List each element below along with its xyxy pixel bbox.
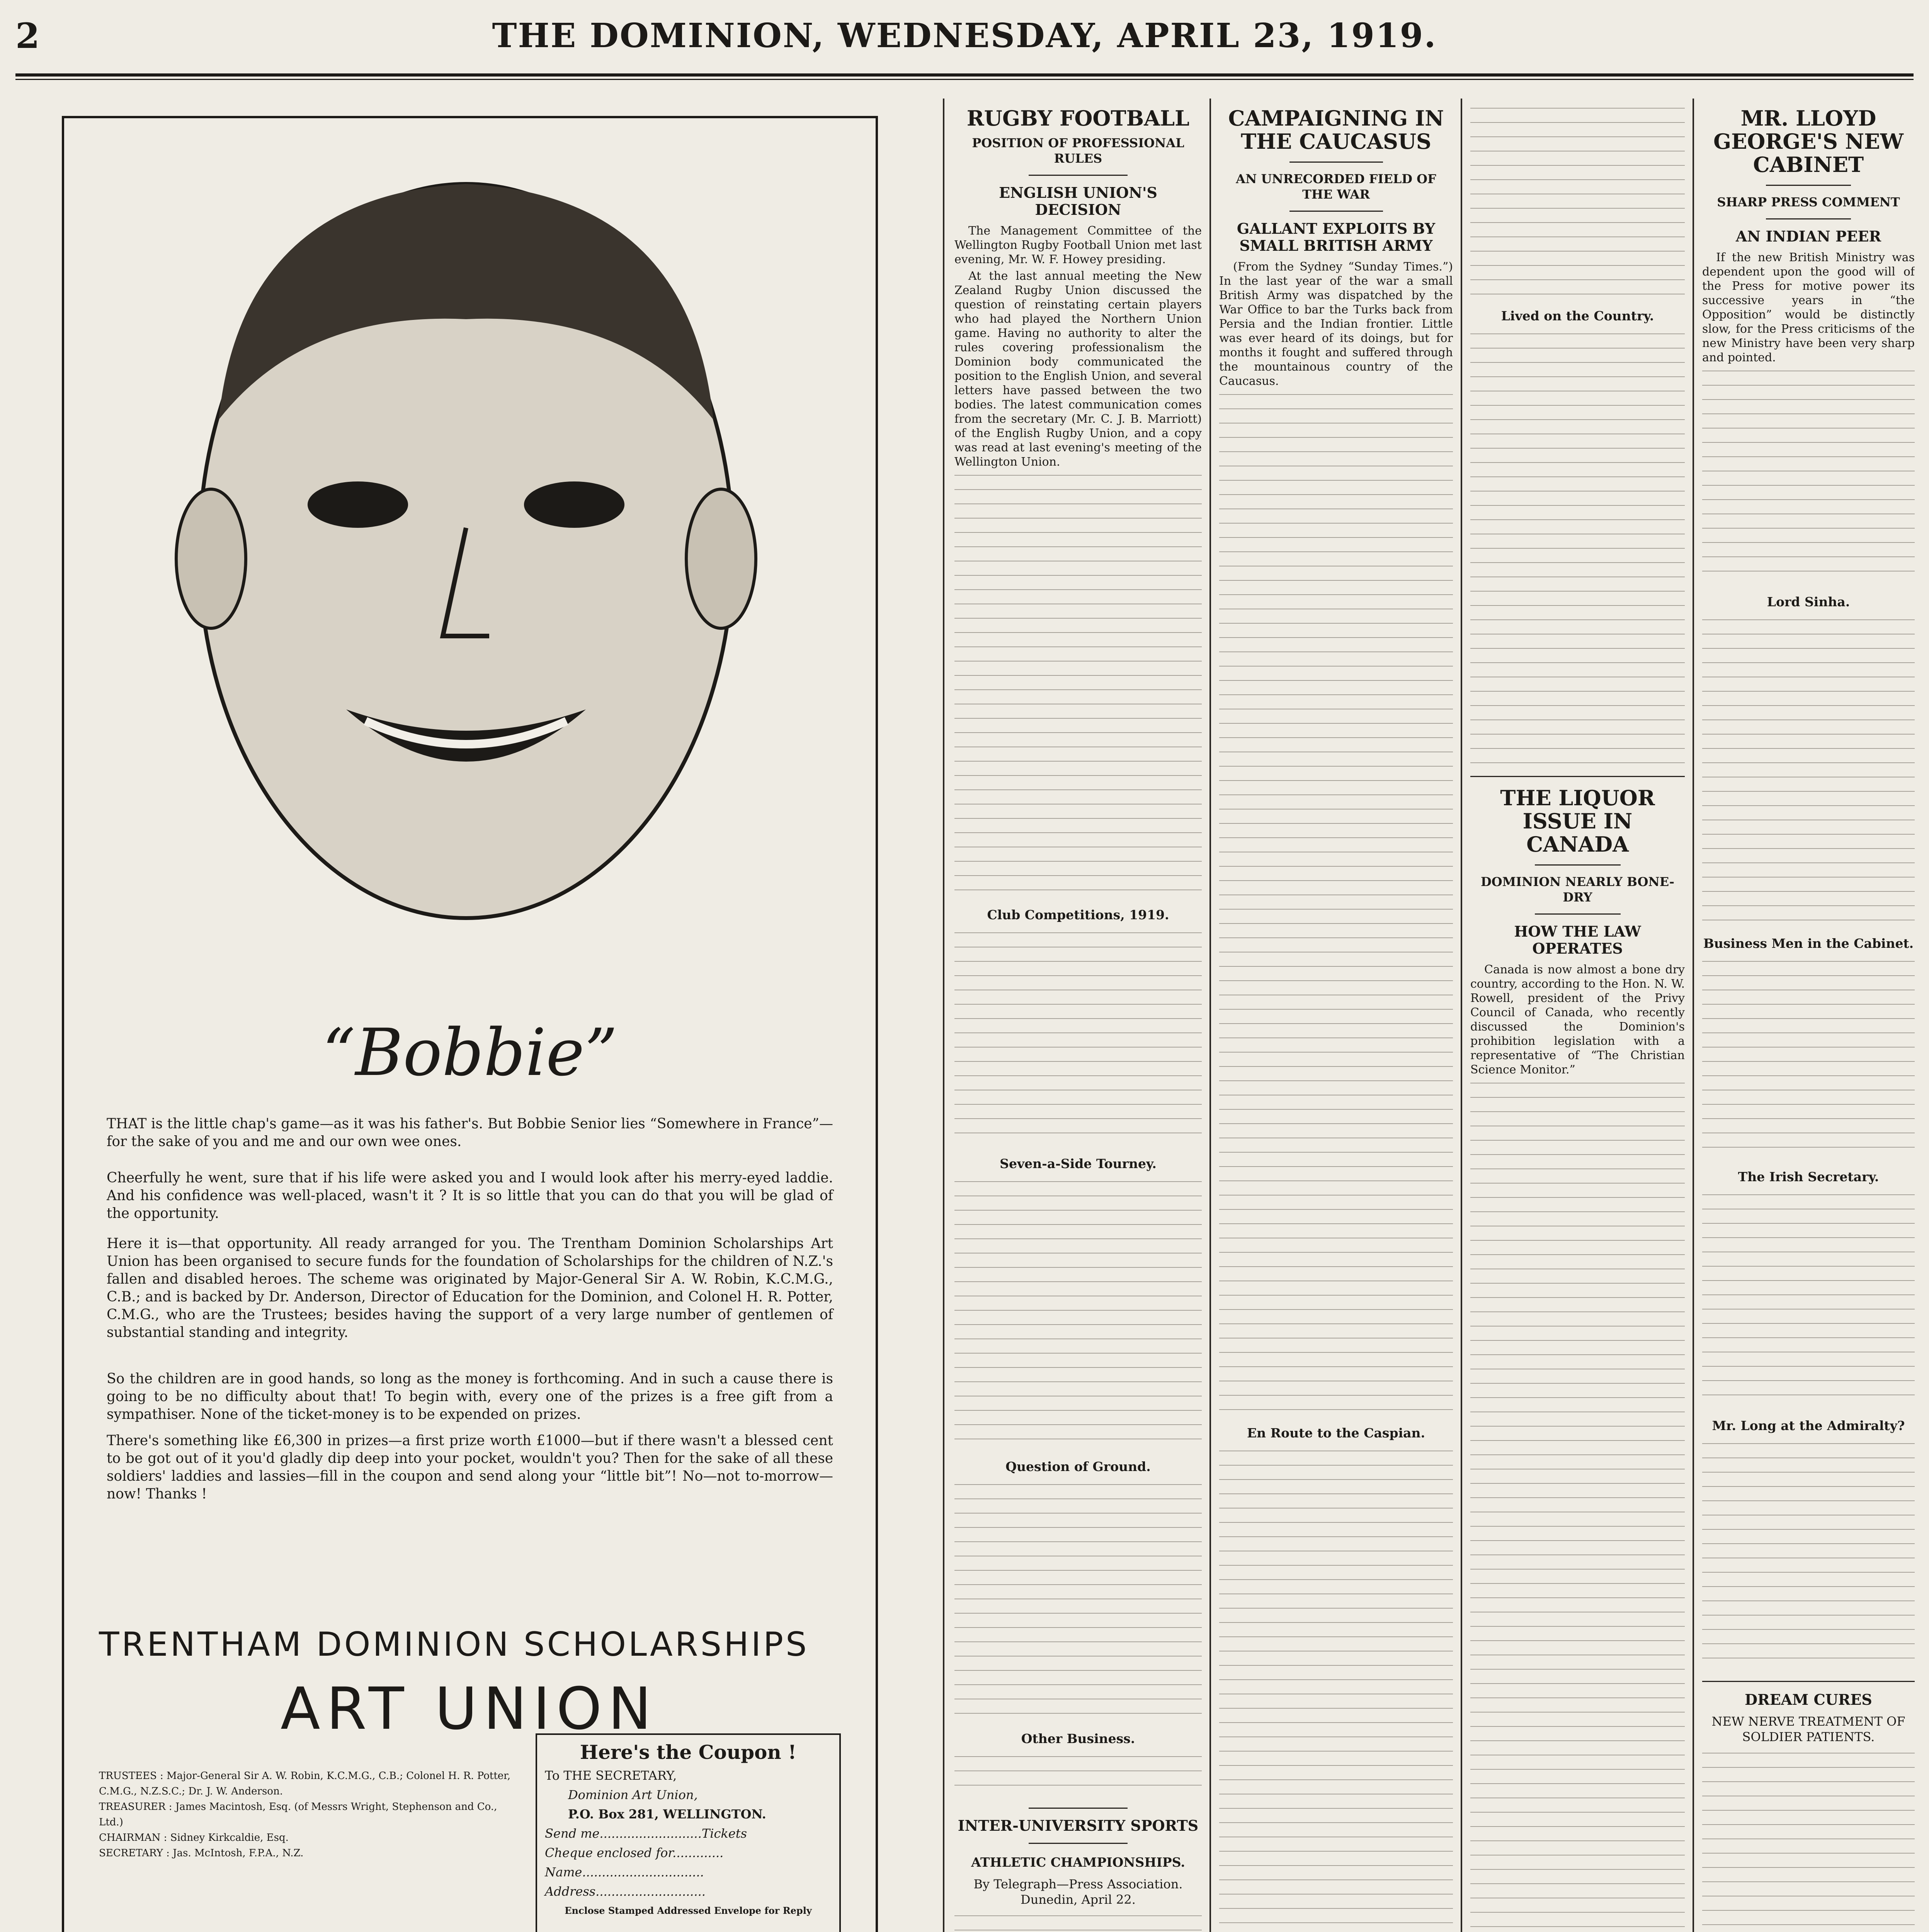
divider bbox=[1535, 864, 1621, 866]
rugby-subhead: ENGLISH UNION'S DECISION bbox=[999, 184, 1157, 218]
lord-sinha: Lord Sinha. bbox=[1767, 594, 1850, 609]
coupon-form[interactable] bbox=[536, 1733, 841, 1932]
mr-long-admiralty: Mr. Long at the Admiralty? bbox=[1712, 1418, 1905, 1433]
masthead-rule bbox=[15, 73, 1914, 77]
divider bbox=[1766, 185, 1851, 186]
art-union-heading: ART UNION bbox=[281, 1675, 658, 1743]
ad-paragraph: Here it is—that opportunity. All ready arranged for you. The Trentham Dominion Scholarships Art Union has been organised to secure funds for the foundation of Scholarships for the children of N.Z.'s fallen and disabled heroes. The scheme was originated by Major-General Sir A. W. Robin, K.C.M.G., C.B.; and is backed by Dr. Anderson, Director of Education for the Dominion, and Colonel H. R. Potter, C.M.G., who are the Trustees; besides having the support of a very large number of gentlemen of substantial standing and integrity. bbox=[107, 1236, 833, 1340]
trustees: TRUSTEES : Major-General Sir A. W. Robin, K.C.M.G., C.B.; Colonel H. R. Potter, C.M.G., N.Z.S.C.; Dr. J. W. Anderson. bbox=[99, 1770, 511, 1797]
rugby-lead: The Management Committee of the Wellington Rugby Football Union met last evening, Mr. W. F. Howey presiding. bbox=[954, 224, 1202, 266]
column-divider bbox=[1461, 99, 1462, 1932]
ad-paragraph: Cheerfully he went, sure that if his life were asked you and I would look after his merry-eyed laddie. And his confidence was well-placed, wasn't it ? It is so little that you can do that you will be glad of the opportunity. bbox=[107, 1170, 833, 1221]
article-text-block bbox=[954, 471, 1202, 896]
article-text-block bbox=[1470, 1079, 1685, 1932]
divider bbox=[1766, 218, 1851, 219]
rugby-title: RUGBY FOOTBALL bbox=[966, 106, 1190, 131]
article-text-block bbox=[954, 1753, 1202, 1799]
liquor-subtitle: DOMINION NEARLY BONE-DRY bbox=[1480, 874, 1675, 905]
article-text-block bbox=[1470, 330, 1685, 767]
tickets-field[interactable]: Send me..........................Tickets bbox=[545, 1826, 747, 1841]
question-of-ground: Question of Ground. bbox=[1005, 1459, 1151, 1474]
coupon-to: To THE SECRETARY, bbox=[545, 1768, 677, 1783]
divider bbox=[1289, 162, 1383, 163]
column-divider bbox=[1209, 99, 1211, 1932]
article-text-block bbox=[1219, 391, 1453, 1415]
indian-peer: AN INDIAN PEER bbox=[1735, 228, 1881, 245]
athletic-championships: ATHLETIC CHAMPIONSHIPS. bbox=[971, 1855, 1185, 1870]
article-text-block bbox=[1702, 957, 1915, 1158]
liquor-title: THE LIQUOR ISSUE IN CANADA bbox=[1500, 786, 1655, 857]
caucasus-subtitle: AN UNRECORDED FIELD OF THE WAR bbox=[1236, 172, 1436, 202]
divider bbox=[1470, 776, 1685, 777]
divider bbox=[1535, 913, 1621, 915]
ad-paragraph: THAT is the little chap's game—as it was his father's. But Bobbie Senior lies “Somewhere in France”—for the sake of you and me and our own wee ones. bbox=[107, 1116, 833, 1150]
club-competitions: Club Competitions, 1919. bbox=[987, 907, 1169, 922]
caucasus-column bbox=[1219, 104, 1453, 1932]
liquor-subhead: HOW THE LAW OPERATES bbox=[1514, 923, 1641, 957]
business-men: Business Men in the Cabinet. bbox=[1703, 936, 1914, 951]
caucasus-subhead: GALLANT EXPLOITS BY SMALL BRITISH ARMY bbox=[1237, 220, 1436, 254]
article-text-block bbox=[954, 1178, 1202, 1448]
dateline: By Telegraph—Press Association. Dunedin, April 22. bbox=[973, 1877, 1183, 1907]
article-text-block bbox=[1702, 1440, 1915, 1672]
divider bbox=[1289, 211, 1383, 212]
address-field[interactable]: Address............................ bbox=[545, 1884, 706, 1899]
bobbie-headline: “Bobbie” bbox=[322, 1015, 618, 1090]
divider bbox=[1702, 1681, 1915, 1682]
en-route-caspian: En Route to the Caspian. bbox=[1247, 1425, 1425, 1440]
secretary: SECRETARY : Jas. McIntosh, F.P.A., N.Z. bbox=[99, 1847, 304, 1859]
coupon-note: Enclose Stamped Addressed Envelope for Reply bbox=[565, 1905, 812, 1916]
caucasus-lead: (From the Sydney “Sunday Times.”) In the last year of the war a small British Army was dispatched by the War Office to bar the Turks back from Persia and the Indian frontier. Little was ever heard of its doings, but for months it fought and suffered through the mountainous country of the Caucasus. bbox=[1219, 260, 1453, 388]
rugby-paragraph: At the last annual meeting the New Zealand Rugby Union discussed the question of reinstating certain players who had played the Northern Union game. Having no authority to alter the rules covering professionalism the Dominion body communicated the position to the English Union, and several letters have passed between the two bodies. The latest communication comes from the secretary (Mr. C. J. B. Marriott) of the English Rugby Union, and a copy was read at last evening's meeting of the Wellington Union. bbox=[954, 269, 1202, 469]
ad-paragraph: So the children are in good hands, so long as the money is forthcoming. And in such a cause there is going to be no difficulty about that! To begin with, every one of the prizes is a free gift from a sympathiser. None of the ticket-money is to be expended on prizes. bbox=[107, 1371, 833, 1422]
article-text-block bbox=[954, 1912, 1202, 1932]
dream-cures: DREAM CURES bbox=[1745, 1691, 1872, 1708]
divider bbox=[1029, 175, 1128, 176]
scholarships-heading: TRENTHAM DOMINION SCHOLARSHIPS bbox=[99, 1625, 809, 1664]
officials-list bbox=[99, 1768, 524, 1861]
irish-secretary: The Irish Secretary. bbox=[1738, 1169, 1879, 1184]
seven-a-side: Seven-a-Side Tourney. bbox=[1000, 1156, 1157, 1171]
nerve-treatment: NEW NERVE TREATMENT OF SOLDIER PATIENTS. bbox=[1711, 1714, 1905, 1744]
treasurer: TREASURER : James Macintosh, Esq. (of Messrs Wright, Stephenson and Co., Ltd.) bbox=[99, 1801, 497, 1828]
newspaper-title: THE DOMINION, WEDNESDAY, APRIL 23, 1919. bbox=[492, 16, 1437, 55]
coupon-title: Here's the Coupon ! bbox=[580, 1741, 797, 1764]
article-text-block bbox=[1470, 104, 1685, 298]
lloyd-lead: If the new British Ministry was dependent upon the good will of the Press for motive power its successive years in “the Opposition” would be distinctly slow, for the Press criticisms of the new Ministry have been very sharp and pointed. bbox=[1702, 251, 1915, 364]
divider bbox=[1029, 1843, 1128, 1844]
coupon-address: P.O. Box 281, WELLINGTON. bbox=[568, 1807, 766, 1821]
ad-paragraph: There's something like £6,300 in prizes—a first prize worth £1000—but if there wasn't a blessed cent to be got out of it you'd gladly dip deep into your pocket, wouldn't you? Then for the sake of all these soldiers' laddies and lassies—fill in the coupon and send along your “little bit”! No—not to-morrow—now! Thanks ! bbox=[107, 1433, 833, 1502]
page-number: 2 bbox=[15, 15, 40, 56]
child-portrait-illustration bbox=[165, 149, 767, 968]
masthead bbox=[15, 12, 1914, 70]
liquor-column bbox=[1470, 104, 1685, 1932]
other-business: Other Business. bbox=[1021, 1731, 1135, 1746]
caucasus-title: CAMPAIGNING IN THE CAUCASUS bbox=[1228, 106, 1444, 154]
article-text-block bbox=[1219, 1447, 1453, 1932]
article-text-block bbox=[954, 1481, 1202, 1720]
divider bbox=[1029, 1808, 1128, 1809]
liquor-lead: Canada is now almost a bone dry country, according to the Hon. N. W. Rowell, president of the Privy Council of Canada, who recently discussed the Dominion's prohibition legislation with a representative of “The Christian Science Monitor.” bbox=[1470, 963, 1685, 1077]
name-field[interactable]: Name............................... bbox=[545, 1865, 704, 1879]
chairman: CHAIRMAN : Sidney Kirkcaldie, Esq. bbox=[99, 1832, 289, 1844]
column-divider bbox=[943, 99, 944, 1932]
rugby-column bbox=[954, 104, 1202, 1932]
lloyd-subtitle: SHARP PRESS COMMENT bbox=[1717, 195, 1900, 209]
article-text-block bbox=[1702, 1191, 1915, 1407]
coupon-org: Dominion Art Union, bbox=[568, 1787, 698, 1802]
article-text-block bbox=[954, 929, 1202, 1145]
masthead-rule-thin bbox=[15, 79, 1914, 80]
lloyd-title: MR. LLOYD GEORGE'S NEW CABINET bbox=[1713, 106, 1903, 177]
lloyd-george-column bbox=[1702, 104, 1915, 1932]
inter-university-title: INTER-UNIVERSITY SPORTS bbox=[958, 1817, 1199, 1834]
rugby-subtitle: POSITION OF PROFESSIONAL RULES bbox=[972, 136, 1184, 166]
bobbie-advertisement bbox=[62, 116, 878, 1932]
column-divider bbox=[1693, 99, 1694, 1932]
lived-on-country: Lived on the Country. bbox=[1501, 308, 1654, 323]
cheque-field[interactable]: Cheque enclosed for............. bbox=[545, 1845, 724, 1860]
article-text-block bbox=[1702, 616, 1915, 925]
article-text-block bbox=[1702, 367, 1915, 583]
article-text-block bbox=[1702, 1749, 1915, 1932]
